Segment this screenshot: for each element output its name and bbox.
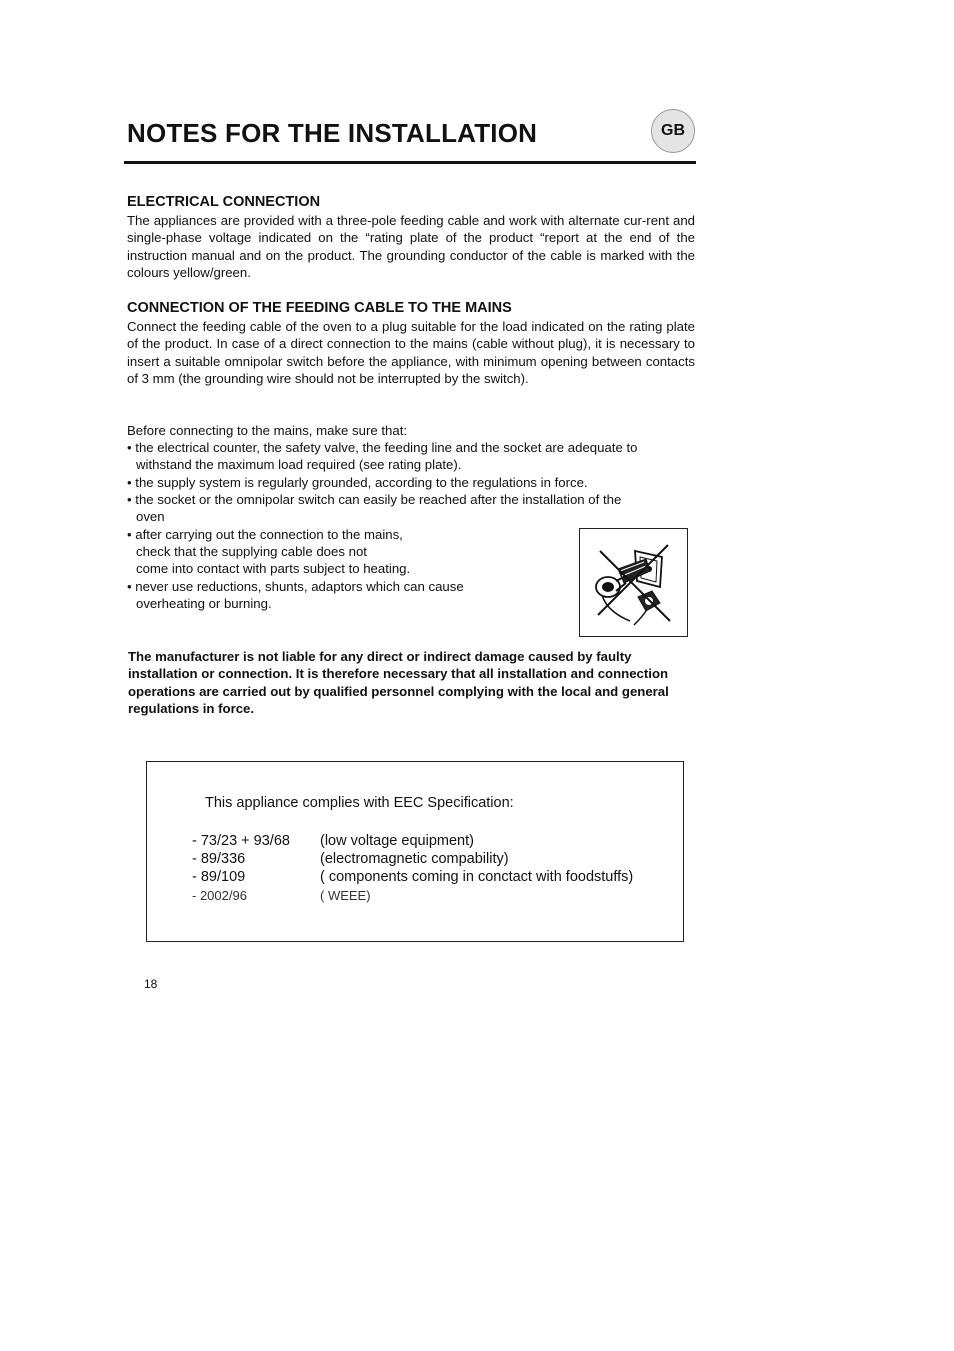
checklist-line: • never use reductions, shunts, adaptors which can cause: [127, 579, 464, 594]
compliance-code: - 2002/96: [192, 888, 247, 903]
compliance-desc: (electromagnetic compability): [320, 851, 509, 867]
mains-connection-text: Connect the feeding cable of the oven to a plug suitable for the load indicated on the rating plate of the product. In case of a direct connection to the mains (cable without plug), it is necessary to insert a suitable omnipolar switch before the appliance, with minimum opening between contacts of 3 mm (the grounding wire should not be interrupted by the switch).: [127, 319, 695, 386]
compliance-desc: ( WEEE): [320, 888, 371, 903]
checklist-intro: Before connecting to the mains, make sure that:: [127, 423, 408, 438]
title-divider: [124, 161, 696, 164]
checklist-line: • the supply system is regularly grounded, according to the regulations in force.: [127, 475, 588, 490]
checklist-line: • after carrying out the connection to the mains,: [127, 527, 403, 542]
checklist-line: oven: [136, 509, 165, 524]
language-badge: GB: [651, 109, 695, 153]
electrical-connection-text: The appliances are provided with a three-pole feeding cable and work with alternate cur-rent and single-phase voltage indicated on the “rating plate of the product “report at the end of the instruction manual and on the product. The grounding conductor of the cable is marked with the colours yellow/green.: [127, 213, 695, 280]
compliance-desc: ( components coming in conctact with foodstuffs): [320, 869, 634, 885]
checklist-line: check that the supplying cable does not: [136, 544, 367, 559]
checklist-line: overheating or burning.: [136, 596, 272, 611]
compliance-desc: (low voltage equipment): [320, 833, 474, 849]
checklist-line: withstand the maximum load required (see rating plate).: [136, 457, 462, 472]
page-title: NOTES FOR THE INSTALLATION: [127, 118, 538, 148]
page-number: 18: [144, 977, 158, 991]
compliance-code: - 89/109: [192, 869, 246, 885]
compliance-code: - 89/336: [192, 851, 246, 867]
liability-warning: The manufacturer is not liable for any direct or indirect damage caused by faulty installation or connection. It is therefore necessary that all installation and connection operations are carried out by qualified personnel complying with the local and general regulations in force.: [128, 649, 669, 716]
no-adaptor-illustration: [579, 528, 688, 637]
mains-connection-heading: CONNECTION OF THE FEEDING CABLE TO THE MAINS: [127, 300, 512, 316]
eec-compliance-box: [146, 761, 684, 942]
electrical-connection-heading: ELECTRICAL CONNECTION: [127, 194, 321, 210]
no-adaptor-plug-icon: [580, 529, 687, 636]
checklist-line: • the socket or the omnipolar switch can easily be reached after the installation of the: [127, 492, 622, 507]
compliance-intro: This appliance complies with EEC Specification:: [205, 795, 514, 811]
checklist-line: • the electrical counter, the safety valve, the feeding line and the socket are adequate to: [127, 440, 638, 455]
checklist-line: come into contact with parts subject to heating.: [136, 561, 411, 576]
compliance-code: - 73/23 + 93/68: [192, 833, 290, 849]
